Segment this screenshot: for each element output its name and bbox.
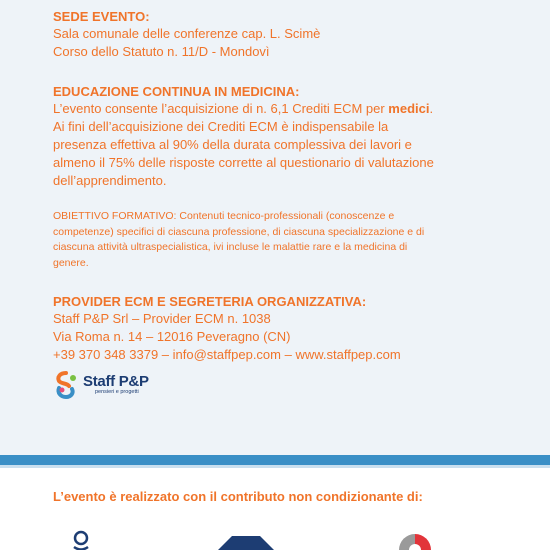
provider-contacts: +39 370 348 3379 – info@staffpep.com – www.staffpep.com (53, 347, 401, 362)
ecm-section (53, 83, 530, 190)
logo-mark-icon (53, 370, 79, 400)
objective-line-3: ciascuna attività ultraspecialistica, ivi incluse le malattie rare e la medicina di (53, 241, 408, 253)
logo-name: Staff P&P (83, 373, 149, 390)
provider-line-1: Staff P&P Srl – Provider ECM n. 1038 (53, 311, 271, 326)
sponsor-logo-3-icon (398, 530, 432, 555)
ecm-line-1-text: L’evento consente l’acquisizione di n. 6,1 Crediti ECM per (53, 101, 389, 116)
venue-line-1: Sala comunale delle conferenze cap. L. Scimè (53, 26, 321, 41)
provider-section (53, 293, 530, 364)
provider-heading: PROVIDER ECM E SEGRETERIA ORGANIZZATIVA: (53, 294, 367, 309)
ecm-line-5: dell’apprendimento. (53, 173, 167, 188)
sponsor-logo-2-icon (218, 536, 274, 555)
logo-tagline: pensieri e progetti (95, 389, 139, 395)
divider-stripe-light (0, 465, 550, 468)
ecm-line-4: almeno il 75% delle risposte corrette al questionario di valutazione (53, 155, 434, 170)
objective-line-4: genere. (53, 256, 89, 269)
staff-pp-logo (53, 370, 149, 400)
provider-address: Via Roma n. 14 – 12016 Peveragno (CN) (53, 329, 291, 344)
sponsors-heading: L’evento è realizzato con il contributo non condizionante di: (53, 489, 423, 504)
ecm-line-1 (53, 100, 530, 118)
objective-section (53, 209, 530, 271)
ecm-line-1-end: . (429, 101, 434, 116)
venue-heading: SEDE EVENTO: (53, 9, 150, 24)
ecm-target-profession: medici (388, 101, 430, 116)
venue-section (53, 8, 530, 61)
objective-line-2: competenze) specifici di ciascuna professione, di ciascuna specializzazione e di (53, 225, 425, 238)
divider-stripe (0, 455, 550, 465)
ecm-line-2: Ai fini dell’acquisizione dei Crediti ECM è indispensabile la (53, 119, 389, 134)
ecm-heading: EDUCAZIONE CONTINUA IN MEDICINA: (53, 84, 300, 99)
ecm-line-3: presenza effettiva al 90% della durata complessiva dei lavori e (53, 137, 412, 152)
sponsor-logo-1-icon (70, 530, 92, 555)
objective-line-1: OBIETTIVO FORMATIVO: Contenuti tecnico-professionali (conoscenze e (53, 210, 395, 222)
venue-line-2: Corso dello Statuto n. 11/D - Mondovì (53, 44, 270, 59)
